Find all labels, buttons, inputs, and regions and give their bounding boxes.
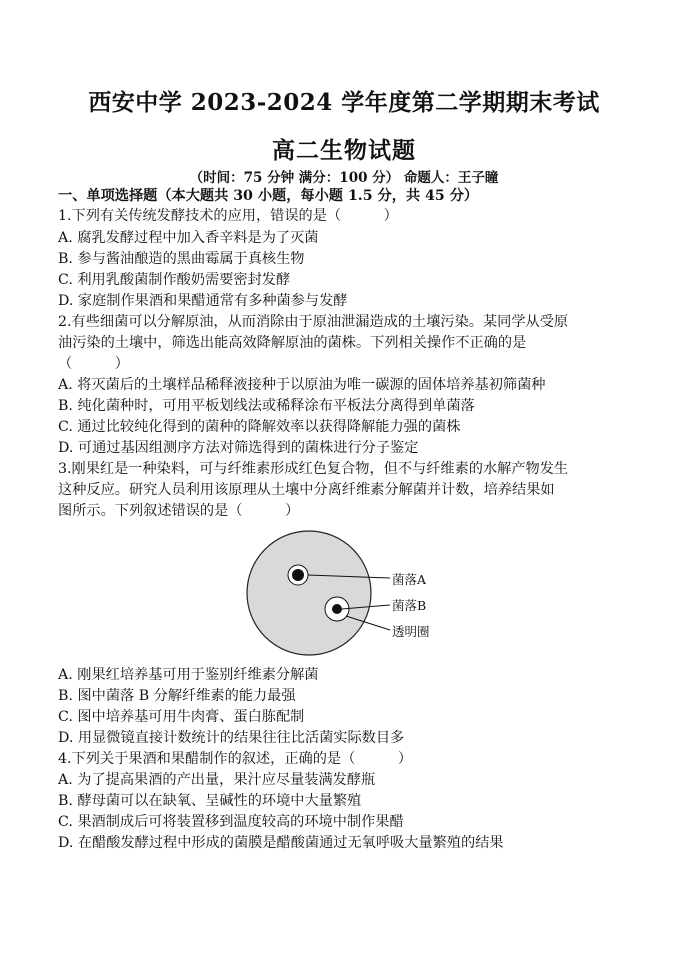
label-colony-a: 菌落A (392, 572, 427, 587)
q3-stem-line: 图所示。下列叙述错误的是（ ） (58, 503, 300, 519)
colony-b (332, 604, 342, 614)
petri-dish (247, 531, 371, 655)
q2-stem-line: （ ） (58, 356, 129, 372)
q2-option-a: A. 将灭菌后的土壤样品稀释液接种于以原油为唯一碳源的固体培养基初筛菌种 (58, 377, 546, 393)
q4-option-b: B. 酵母菌可以在缺氧、呈碱性的环境中大量繁殖 (58, 793, 362, 809)
petri-dish-figure (246, 530, 446, 670)
exam-title: 西安中学 2023-2024 学年度第二学期期末考试 (88, 89, 600, 116)
exam-meta: （时间：75 分钟 满分：100 分） 命题人：王子瞳 (189, 170, 499, 186)
q4-option-a: A. 为了提高果酒的产出量，果汁应尽量装满发酵瓶 (58, 772, 376, 788)
q4-option-c: C. 果酒制成后可将装置移到温度较高的环境中制作果醋 (58, 814, 404, 830)
q2-option-b: B. 纯化菌种时，可用平板划线法或稀释涂布平板法分离得到单菌落 (58, 398, 475, 414)
q3-option-c: C. 图中培养基可用牛肉膏、蛋白胨配制 (58, 709, 305, 725)
q4-stem: 4.下列关于果酒和果醋制作的叙述，正确的是（ ） (58, 751, 413, 767)
label-clear-zone: 透明圈 (392, 624, 430, 639)
q1-option-c: C. 利用乳酸菌制作酸奶需要密封发酵 (58, 272, 291, 288)
exam-subtitle: 高二生物试题 (272, 137, 416, 164)
q1-option-b: B. 参与酱油酿造的黑曲霉属于真核生物 (58, 251, 305, 267)
q3-option-d: D. 用显微镜直接计数统计的结果往往比活菌实际数目多 (58, 730, 405, 746)
section-heading: 一、单项选择题（本大题共 30 小题，每小题 1.5 分，共 45 分） (58, 188, 479, 204)
q1-option-a: A. 腐乳发酵过程中加入香辛料是为了灭菌 (58, 230, 319, 246)
q1-stem: 1.下列有关传统发酵技术的应用，错误的是（ ） (58, 208, 398, 224)
q2-stem-line: 2.有些细菌可以分解原油，从而消除由于原油泄漏造成的土壤污染。某同学从受原 (58, 314, 569, 330)
q2-option-d: D. 可通过基因组测序方法对筛选得到的菌株进行分子鉴定 (58, 440, 419, 456)
q3-option-a: A. 刚果红培养基可用于鉴别纤维素分解菌 (58, 667, 319, 683)
q4-option-d: D. 在醋酸发酵过程中形成的菌膜是醋酸菌通过无氧呼吸大量繁殖的结果 (58, 835, 504, 851)
q3-stem-line: 3.刚果红是一种染料，可与纤维素形成红色复合物，但不与纤维素的水解产物发生 (58, 461, 569, 477)
label-colony-b: 菌落B (392, 598, 427, 613)
q2-stem-line: 油污染的土壤中，筛选出能高效降解原油的菌株。下列相关操作不正确的是 (58, 335, 527, 351)
q3-stem-line: 这种反应。研究人员利用该原理从土壤中分离纤维素分解菌并计数，培养结果如 (58, 482, 555, 498)
colony-a (292, 569, 304, 581)
q1-option-d: D. 家庭制作果酒和果醋通常有多种菌参与发酵 (58, 293, 348, 309)
q3-option-b: B. 图中菌落 B 分解纤维素的能力最强 (58, 688, 296, 704)
q2-option-c: C. 通过比较纯化得到的菌种的降解效率以获得降解能力强的菌株 (58, 419, 461, 435)
